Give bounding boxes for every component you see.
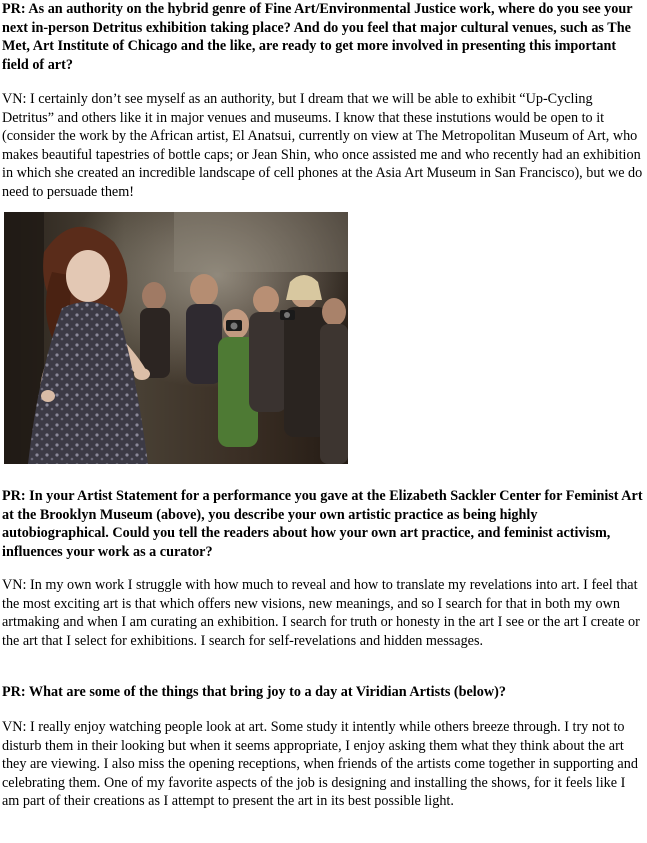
performance-photo bbox=[4, 212, 348, 464]
answer-2: VN: In my own work I struggle with how much to reveal and how to translate my revelations into art. I feel that the most exciting art is that which offers new visions, new meanings, and so I search for that in both my own artmaking and when I am curating an exhibition. I search for truth or honesty in the art I see or the art I create or the art that I select for exhibitions. I search for self-revelations and hidden messages. bbox=[2, 577, 640, 649]
answer-1: VN: I certainly don’t see myself as an authority, but I dream that we will be able to exhibit “Up-Cycling Detritus” and others like it in major venues and museums. I know that these instutions would be open to it (consider the work by the African artist, El Anatsui, currently on view at The Metropolitan Museum of Art, who makes beautiful tapestries of bottle caps; or Jean Shin, who once assisted me and who recently had an exhibition in which she created an incredible landscape of cell phones at the Asia Art Museum in San Francisco), but we do need to persuade them! bbox=[2, 91, 643, 200]
answer-3: VN: I really enjoy watching people look at art. Some study it intently while others breeze through. I try not to disturb them in their looking but when it seems appropriate, I enjoy asking them what they think about the art they are viewing. I also miss the opening receptions, when friends of the artists come together in supporting and celebrating them. One of my favorite aspects of the job is designing and installing the shows, for it feels like I am part of their creations as I attempt to present the art in its best possible light. bbox=[2, 719, 638, 810]
question-3: PR: What are some of the things that bring joy to a day at Viridian Artists (below)? bbox=[2, 684, 506, 700]
question-2: PR: In your Artist Statement for a performance you gave at the Elizabeth Sackler Center for Feminist Art at the Brooklyn Museum (above), you describe your own artistic practice as being highly autobiographical. Could you tell the readers about how your own art practice, and feminist activism, influences your work as a curator? bbox=[2, 488, 643, 560]
question-1: PR: As an authority on the hybrid genre of Fine Art/Environmental Justice work, where do you see your next in-person Detritus exhibition taking place? And do you feel that major cultural venues, such as The Met, Art Institute of Chicago and the like, are ready to get more involved in presenting this important field of art? bbox=[2, 1, 633, 73]
